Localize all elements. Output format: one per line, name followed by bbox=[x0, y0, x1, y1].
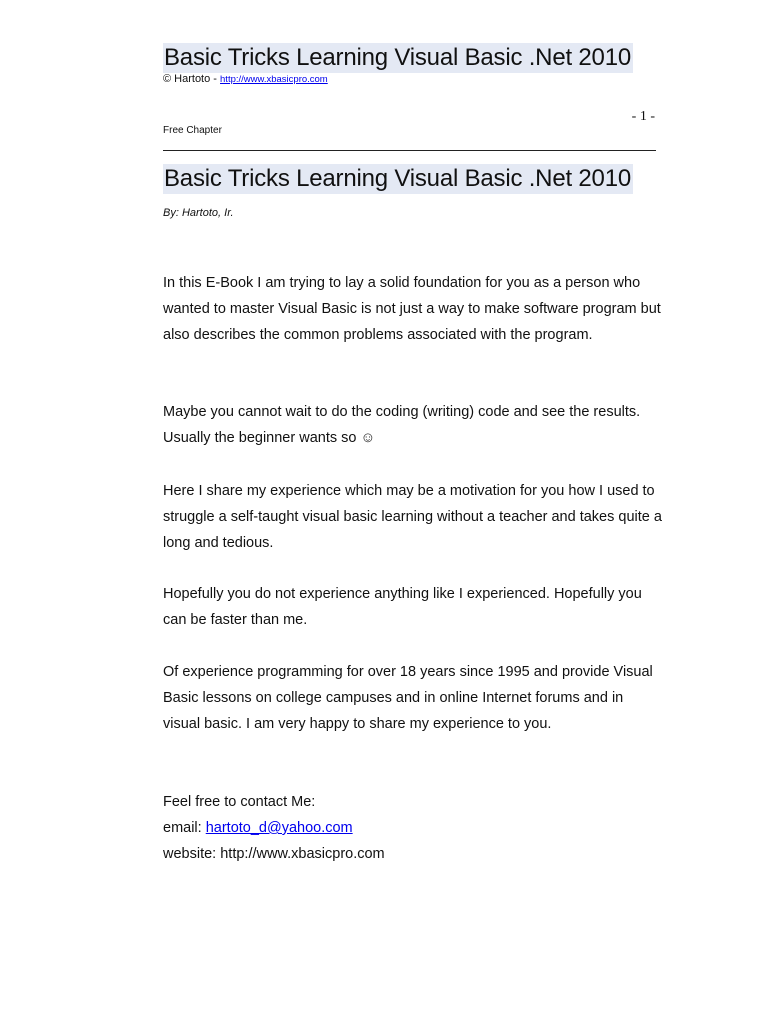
page-title: Basic Tricks Learning Visual Basic .Net 2010 bbox=[164, 165, 631, 192]
header-title: Basic Tricks Learning Visual Basic .Net 2010 bbox=[164, 44, 631, 71]
contact-email-line bbox=[163, 815, 663, 841]
contact-intro: Feel free to contact Me: bbox=[163, 794, 316, 810]
website-text: http://www.xbasicpro.com bbox=[220, 846, 385, 862]
header-divider bbox=[163, 150, 656, 151]
section-label: Free Chapter bbox=[163, 125, 222, 136]
paragraph-hopefully: Hopefully you do not experience anything like I experienced. Hopefully you can be faster than me. bbox=[163, 586, 642, 628]
email-label: email: bbox=[163, 820, 206, 836]
author-byline: By: Hartoto, Ir. bbox=[163, 207, 234, 219]
contact-website-line bbox=[163, 841, 663, 867]
paragraph-coding: Maybe you cannot wait to do the coding (writing) code and see the results. Usually the beginner wants so ☺ bbox=[163, 404, 641, 446]
page-number: - 1 - bbox=[631, 109, 655, 124]
paragraph-intro: In this E-Book I am trying to lay a solid foundation for you as a person who wanted to master Visual Basic is not just a way to make software program but also describes the common problems associated with the program. bbox=[163, 275, 661, 343]
paragraph-experience: Here I share my experience which may be a motivation for you how I used to struggle a self-taught visual basic learning without a teacher and takes quite a long and tedious. bbox=[163, 483, 662, 551]
copyright-text: © Hartoto - bbox=[163, 73, 221, 85]
paragraph-background: Of experience programming for over 18 years since 1995 and provide Visual Basic lessons on college campuses and in online Internet forums and in visual basic. I am very happy to share my experience to you. bbox=[163, 664, 653, 732]
header-copyright bbox=[163, 72, 328, 87]
website-label: website: bbox=[163, 846, 221, 862]
contact-block bbox=[163, 789, 663, 867]
email-link[interactable]: hartoto_d@yahoo.com bbox=[205, 820, 353, 836]
header-url-link[interactable]: http://www.xbasicpro.com bbox=[220, 74, 328, 85]
